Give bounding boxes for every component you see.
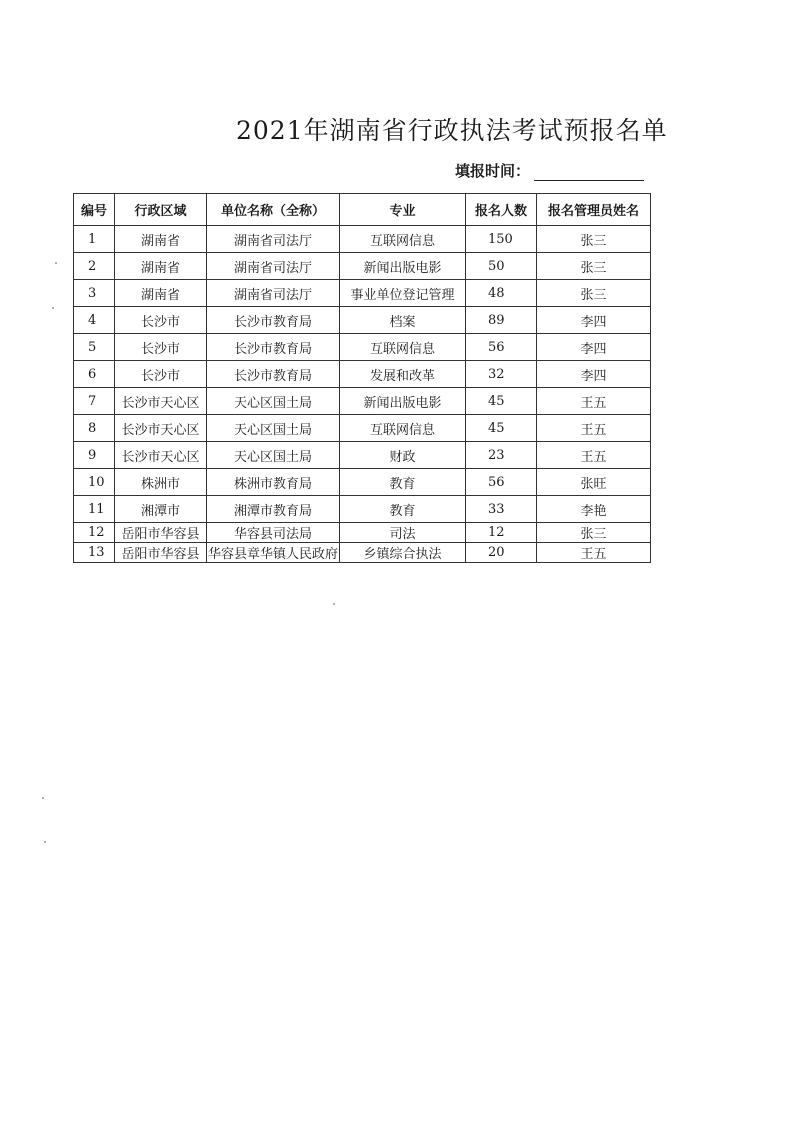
cell-unit-name: 华容县司法局 [207, 523, 340, 543]
cell-region: 长沙市天心区 [115, 442, 207, 469]
cell-number: 11 [74, 496, 115, 523]
cell-admin-name: 李四 [537, 307, 651, 334]
cell-admin-name: 李四 [537, 334, 651, 361]
scan-speck [52, 307, 54, 309]
cell-count: 50 [466, 253, 537, 280]
cell-major: 新闻出版电影 [340, 253, 466, 280]
cell-unit-name: 湖南省司法厅 [207, 226, 340, 253]
table-row [74, 226, 651, 253]
table-row [74, 388, 651, 415]
table-row [74, 334, 651, 361]
cell-admin-name: 张三 [537, 280, 651, 307]
cell-unit-name: 长沙市教育局 [207, 334, 340, 361]
cell-admin-name: 张旺 [537, 469, 651, 496]
cell-region: 湖南省 [115, 253, 207, 280]
cell-region: 湖南省 [115, 226, 207, 253]
cell-admin-name: 王五 [537, 415, 651, 442]
scan-speck [333, 603, 335, 605]
header-count: 报名人数 [466, 194, 537, 226]
cell-unit-name: 天心区国土局 [207, 415, 340, 442]
cell-major: 互联网信息 [340, 415, 466, 442]
fill-time-blank [534, 166, 644, 181]
cell-count: 32 [466, 361, 537, 388]
cell-major: 教育 [340, 496, 466, 523]
cell-count: 23 [466, 442, 537, 469]
cell-number: 9 [74, 442, 115, 469]
cell-unit-name: 天心区国土局 [207, 388, 340, 415]
cell-number: 1 [74, 226, 115, 253]
cell-count: 150 [466, 226, 537, 253]
cell-major: 乡镇综合执法 [340, 543, 466, 563]
fill-time-label: 填报时间： [455, 162, 531, 180]
cell-count: 12 [466, 523, 537, 543]
cell-admin-name: 王五 [537, 543, 651, 563]
cell-unit-name: 长沙市教育局 [207, 307, 340, 334]
header-region: 行政区域 [115, 194, 207, 226]
cell-count: 56 [466, 469, 537, 496]
cell-region: 长沙市天心区 [115, 415, 207, 442]
cell-region: 长沙市 [115, 334, 207, 361]
cell-major: 档案 [340, 307, 466, 334]
scan-speck [44, 841, 46, 843]
cell-major: 互联网信息 [340, 226, 466, 253]
table-row [74, 496, 651, 523]
cell-number: 4 [74, 307, 115, 334]
cell-admin-name: 王五 [537, 388, 651, 415]
cell-region: 长沙市 [115, 361, 207, 388]
fill-time-line [455, 160, 644, 181]
table-row [74, 361, 651, 388]
table-row [74, 442, 651, 469]
header-number: 编号 [74, 194, 115, 226]
scan-speck [55, 262, 57, 264]
table-row [74, 543, 651, 563]
cell-major: 教育 [340, 469, 466, 496]
table-row [74, 253, 651, 280]
page-title: 2021年湖南省行政执法考试预报名单 [236, 116, 668, 145]
table-body [74, 226, 651, 563]
table-row [74, 469, 651, 496]
cell-admin-name: 张三 [537, 253, 651, 280]
cell-major: 司法 [340, 523, 466, 543]
cell-region: 岳阳市华容县 [115, 523, 207, 543]
cell-unit-name: 株洲市教育局 [207, 469, 340, 496]
table-header-row [74, 194, 651, 226]
header-admin-name: 报名管理员姓名 [537, 194, 651, 226]
cell-count: 56 [466, 334, 537, 361]
cell-count: 48 [466, 280, 537, 307]
cell-unit-name: 华容县章华镇人民政府 [207, 543, 340, 563]
cell-unit-name: 湘潭市教育局 [207, 496, 340, 523]
header-unit-name: 单位名称（全称） [207, 194, 340, 226]
cell-admin-name: 李四 [537, 361, 651, 388]
cell-unit-name: 长沙市教育局 [207, 361, 340, 388]
registration-table [73, 193, 651, 563]
cell-region: 湘潭市 [115, 496, 207, 523]
cell-number: 5 [74, 334, 115, 361]
cell-major: 发展和改革 [340, 361, 466, 388]
cell-count: 20 [466, 543, 537, 563]
cell-region: 岳阳市华容县 [115, 543, 207, 563]
cell-region: 湖南省 [115, 280, 207, 307]
scan-speck [42, 797, 44, 799]
cell-number: 10 [74, 469, 115, 496]
table-row [74, 307, 651, 334]
cell-count: 45 [466, 415, 537, 442]
cell-number: 7 [74, 388, 115, 415]
cell-admin-name: 王五 [537, 442, 651, 469]
cell-number: 12 [74, 523, 115, 543]
table-row [74, 523, 651, 543]
table-row [74, 415, 651, 442]
table-row [74, 280, 651, 307]
cell-admin-name: 李艳 [537, 496, 651, 523]
cell-number: 2 [74, 253, 115, 280]
cell-major: 事业单位登记管理 [340, 280, 466, 307]
cell-number: 3 [74, 280, 115, 307]
cell-major: 财政 [340, 442, 466, 469]
cell-region: 株洲市 [115, 469, 207, 496]
cell-region: 长沙市 [115, 307, 207, 334]
cell-major: 互联网信息 [340, 334, 466, 361]
cell-region: 长沙市天心区 [115, 388, 207, 415]
cell-number: 8 [74, 415, 115, 442]
cell-admin-name: 张三 [537, 226, 651, 253]
cell-unit-name: 湖南省司法厅 [207, 253, 340, 280]
cell-major: 新闻出版电影 [340, 388, 466, 415]
cell-number: 13 [74, 543, 115, 563]
cell-count: 89 [466, 307, 537, 334]
cell-unit-name: 湖南省司法厅 [207, 280, 340, 307]
cell-count: 33 [466, 496, 537, 523]
cell-number: 6 [74, 361, 115, 388]
header-major: 专业 [340, 194, 466, 226]
cell-count: 45 [466, 388, 537, 415]
cell-admin-name: 张三 [537, 523, 651, 543]
cell-unit-name: 天心区国土局 [207, 442, 340, 469]
